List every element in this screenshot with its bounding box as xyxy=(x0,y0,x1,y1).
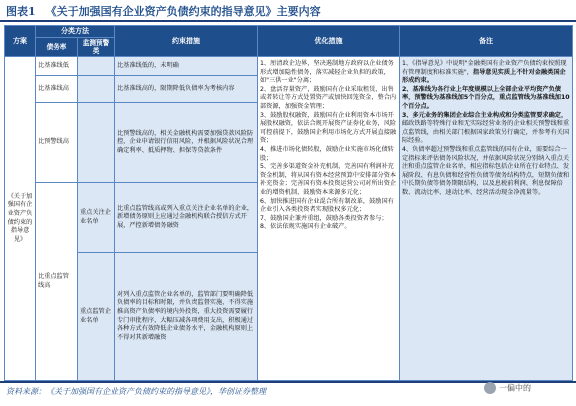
header-classification: 分类方法 xyxy=(36,26,115,38)
content-table xyxy=(4,25,573,381)
header-constraint: 约束措施 xyxy=(115,26,258,57)
title-rule xyxy=(0,20,576,22)
watermark xyxy=(484,382,531,394)
remark-4: 4、负债率超过预警线和重点监管线的国有企业，需要综合一定指标来评估债务风险状况，并依据风险状况分别纳入重点关注和重点监管企业名单，相应指标包括企业所在行业特点、发展阶段、有息负债和经营性负债等债务结构特点，短期负债和中长期负债等债务期限结构，以及息税前利润、利息保障倍数、流动比率、速动比率、经营活动现金净流量等。 xyxy=(402,145,570,196)
category-cell-empty xyxy=(78,103,115,183)
header-regulatory-category: 监测预警类 xyxy=(78,38,115,57)
constraint-cell: 比基准线低的，未明确 xyxy=(115,57,258,76)
scheme-cell: 《关于加强国有企业资产负债约束的指导意见》 xyxy=(5,57,36,381)
figure-title xyxy=(6,3,321,19)
category-cell: 重点监管企业名单 xyxy=(78,253,115,381)
remark-3a: 3、多元业务的集团企业综合主业构成和分类监管要求确定， xyxy=(402,111,568,119)
constraint-cell: 比预警线高的，相关金融机构需要加强贷款风险防控，企业申请银行信用风险，并根据风险状况合理确定利率、抵质押物、担保等贷款条件 xyxy=(115,103,258,183)
optimization-cell xyxy=(258,57,400,381)
header-scheme: 方案 xyxy=(5,26,36,57)
remark-3b: 邮政铁路等特殊行业和无实际经营业务的企业相关预警线和重点监管线，由相关部门根据国家政策另行确定，并参考有关国际经验。 xyxy=(402,120,570,145)
source-note: 资料来源：《关于加强国有企业资产负债约束的指导意见》，华创证券整理 xyxy=(6,387,266,396)
header-remarks: 备注 xyxy=(400,26,573,57)
remarks-cell xyxy=(400,57,573,381)
constraint-cell: 对列入重点监管企业名单的，监管部门要明确降低负债率的目标和时限，并负责监督实施，不得实施推高资产负债率的境内外投资，重大投资需要履行专门审批程序，大幅压减各项费用支出，积极通过各种方式有效降低企业债务水平，金融机构原则上不得对其新增融资 xyxy=(115,253,258,381)
category-cell-empty xyxy=(78,76,115,103)
remark-1b: 指导意见实质上不针对金融类国企形成约束。 xyxy=(402,68,566,85)
debt-cell: 比预警线高 xyxy=(36,103,78,183)
optimization-text: 1、厘清政企边界，坚决遏制地方政府以企业债务形式增加隐性债务，落实减轻企业负担的政策，如"三供一业"分离； 2、盘活存量资产，鼓励国有企业采取租赁、出售或者转让等方式处置资产或加快回笼资金，整合内部资源，加强资金管理； 3、鼓励股权融资，鼓励国有企业利用资本市场开展股权融资，依法合规开展资产证券化业务，风险可控前提下，鼓励国企利用市场化方式开展直接融资； 4、推进市场化债转股，鼓励企业实施市场化债转股； 5、完善多渠道资金补充机制，完善国有利润补充资金机制，将从国有资本经营预算中安排部分资本补充资金；完善国有资本投资运营公司对所出资企业的增资机制，鼓励资本来源多元化； 6、加快推进国有企业混合所有制改革，鼓励国有企业引入各类投资者实现股权多元化； 7、鼓励国企兼并重组，鼓励各类投资者参与； 8、依法依规实施国有企业破产。 xyxy=(260,60,397,231)
watermark-text: 一偏中的 xyxy=(499,383,531,393)
debt-cell: 比基准线低 xyxy=(36,57,78,76)
debt-cell: 比重点监管线高 xyxy=(36,183,78,381)
header-debt-ratio: 债务率 xyxy=(36,38,78,57)
constraint-cell: 比重点监管线高或列入重点关注企业名单的企业，新增债务原则上应通过金融机构联合授信方式开展，严控新增债务融资 xyxy=(115,183,258,253)
remark-1a: 1、《指导意见》中说明"金融类国有企业资产负债约束按照现有管理制度和标准实施"， xyxy=(402,60,567,76)
category-cell-empty xyxy=(78,57,115,76)
category-cell: 重点关注企业名单 xyxy=(78,183,115,253)
figure-number: 图表1 xyxy=(6,5,36,18)
watermark-logo-icon xyxy=(484,382,496,394)
header-optimization: 优化措施 xyxy=(258,26,400,57)
constraint-cell: 比基准线高的，限期降低负债率为考核内容 xyxy=(115,76,258,103)
remark-2: 2、基准线为各行业上年度规模以上全部企业平均资产负债率，预警线为基准线加5个百分点，重点监管线为基准线加10个百分点。 xyxy=(402,85,570,110)
figure-title-text: 《关于加强国有企业资产负债约束的指导意见》主要内容 xyxy=(45,5,321,18)
debt-cell: 比基准线高 xyxy=(36,76,78,103)
